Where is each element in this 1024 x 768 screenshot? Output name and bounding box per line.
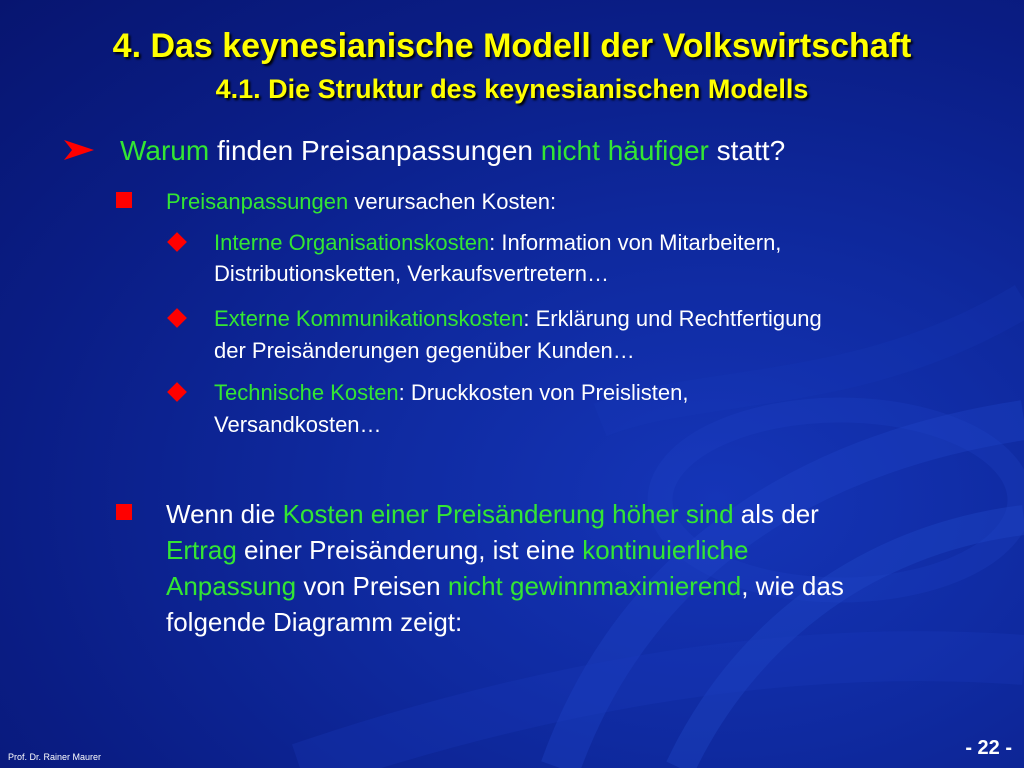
slide-subtitle: 4.1. Die Struktur des keynesianischen Modells xyxy=(215,74,809,104)
slide-title: 4. Das keynesianische Modell der Volkswirtschaft xyxy=(112,27,912,65)
sub-bullet-external-line1: Externe Kommunikationskosten: Erklärung und Rechtfertigung xyxy=(214,306,822,331)
page-number: - 22 - xyxy=(965,737,1012,759)
bullet-conclusion-line4: folgende Diagramm zeigt: xyxy=(166,607,463,637)
sub-bullet-internal-line1: Interne Organisationskosten: Information von Mitarbeitern, xyxy=(214,230,782,255)
question-line: Warum finden Preisanpassungen nicht häufiger statt? xyxy=(120,135,786,166)
author-footer: Prof. Dr. Rainer Maurer xyxy=(8,752,102,762)
bullet-conclusion-line1: Wenn die Kosten einer Preisänderung höher sind als der xyxy=(166,499,819,529)
bullet-costs: Preisanpassungen verursachen Kosten: xyxy=(166,189,557,214)
sub-bullet-external-line2: der Preisänderungen gegenüber Kunden… xyxy=(214,338,635,363)
bullet-conclusion-line3: Anpassung von Preisen nicht gewinnmaximierend, wie das xyxy=(166,571,844,601)
square-bullet-icon xyxy=(116,504,132,520)
diamond-bullet-icon xyxy=(167,232,187,252)
sub-bullet-technical-line2: Versandkosten… xyxy=(214,412,382,437)
sub-bullet-internal-line2: Distributionsketten, Verkaufsvertretern… xyxy=(214,261,609,286)
sub-bullet-technical-line1: Technische Kosten: Druckkosten von Preislisten, xyxy=(214,380,689,405)
diamond-bullet-icon xyxy=(167,382,187,402)
arrowhead-bullet-icon xyxy=(62,138,96,162)
bullet-conclusion-line2: Ertrag einer Preisänderung, ist eine kontinuierliche xyxy=(166,535,749,565)
square-bullet-icon xyxy=(116,192,132,208)
diamond-bullet-icon xyxy=(167,308,187,328)
